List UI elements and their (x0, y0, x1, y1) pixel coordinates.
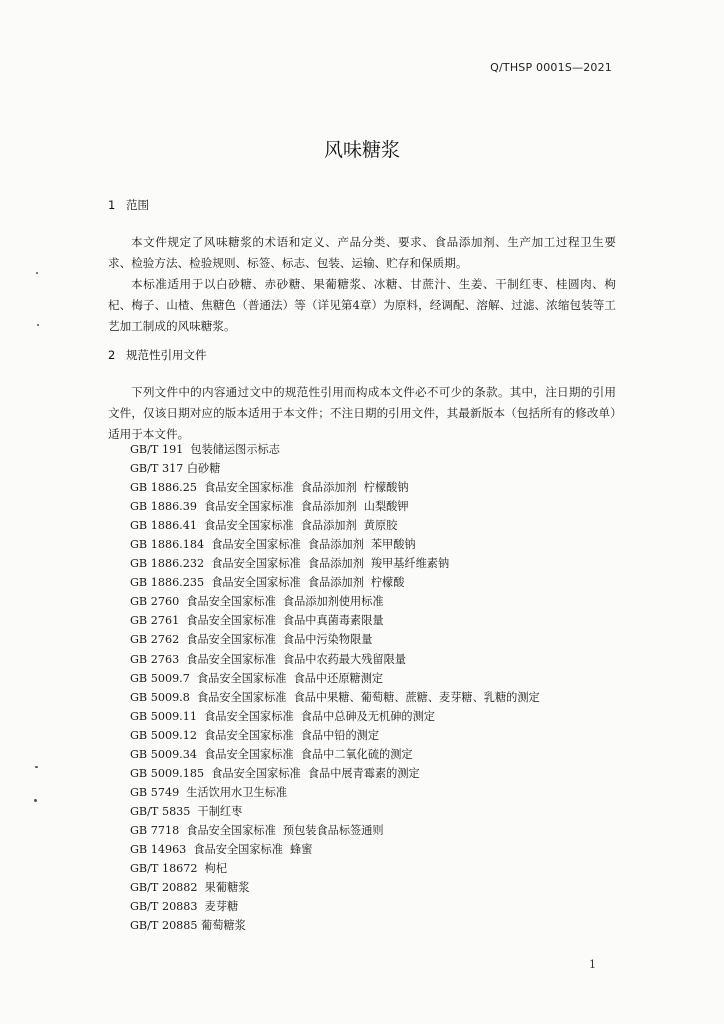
reference-item: GB/T 20885 葡萄糖浆 (130, 919, 246, 933)
reference-item: GB/T 20883 麦芽糖 (130, 900, 239, 914)
section-number: 1 (108, 198, 116, 212)
reference-item: GB 5749 生活饮用水卫生标准 (130, 785, 287, 799)
reference-item: GB/T 317 白砂糖 (130, 462, 221, 476)
reference-item: GB 14963 食品安全国家标准 蜂蜜 (130, 842, 313, 856)
reference-item: GB 7718 食品安全国家标准 预包装食品标签通则 (130, 823, 384, 837)
reference-item: GB 1886.39 食品安全国家标准 食品添加剂 山梨酸钾 (130, 500, 409, 514)
reference-item: GB 1886.235 食品安全国家标准 食品添加剂 柠檬酸 (130, 576, 405, 590)
reference-item: GB 5009.12 食品安全国家标准 食品中铅的测定 (130, 728, 380, 742)
reference-item: GB 2760 食品安全国家标准 食品添加剂使用标准 (130, 595, 384, 609)
references-intro-paragraph: 下列文件中的内容通过文中的规范性引用而构成本文件必不可少的条款。其中，注日期的引用文件，仅该日期对应的版本适用于本文件；不注日期的引用文件，其最新版本（包括所有的修改单）适用于本文件。 (108, 385, 616, 441)
reference-item: GB 5009.185 食品安全国家标准 食品中展青霉素的测定 (130, 766, 420, 780)
section-heading-scope (108, 197, 149, 213)
reference-item: GB 5009.34 食品安全国家标准 食品中二氧化硫的测定 (130, 747, 413, 761)
reference-item: GB/T 18672 枸杞 (130, 862, 228, 876)
reference-item: GB 1886.41 食品安全国家标准 食品添加剂 黄原胶 (130, 519, 398, 533)
section-number: 2 (108, 348, 116, 362)
reference-list (130, 440, 540, 935)
reference-item: GB/T 20882 果葡糖浆 (130, 881, 250, 895)
section-heading-normative-references (108, 347, 207, 363)
scope-paragraph: 本文件规定了风味糖浆的术语和定义、产品分类、要求、食品添加剂、生产加工过程卫生要求、检验方法、检验规则、标签、标志、包装、运输、贮存和保质期。 (108, 235, 616, 270)
reference-item: GB 5009.11 食品安全国家标准 食品中总砷及无机砷的测定 (130, 709, 435, 723)
reference-item: GB 1886.25 食品安全国家标准 食品添加剂 柠檬酸钠 (130, 481, 409, 495)
page-number: 1 (589, 958, 596, 971)
document-title: 风味糖浆 (323, 139, 400, 161)
scope-paragraph: 本标准适用于以白砂糖、赤砂糖、果葡糖浆、冰糖、甘蔗汁、生姜、干制红枣、桂圆肉、枸杞、梅子、山楂、焦糖色（普通法）等（详见第4章）为原料，经调配、溶解、过滤、浓缩包装等工艺加工制成的风味糖浆。 (108, 277, 616, 333)
reference-item: GB 5009.8 食品安全国家标准 食品中果糖、葡萄糖、蔗糖、麦芽糖、乳糖的测定 (130, 690, 540, 704)
standard-code: Q/THSP 0001S—2021 (490, 61, 612, 74)
section-title: 规范性引用文件 (126, 348, 207, 362)
reference-item: GB 1886.232 食品安全国家标准 食品添加剂 羧甲基纤维素钠 (130, 557, 450, 571)
scan-speck (34, 799, 37, 802)
scan-speck (35, 766, 38, 768)
scan-speck (37, 324, 39, 326)
scan-speck (36, 272, 38, 274)
reference-item: GB 2761 食品安全国家标准 食品中真菌毒素限量 (130, 614, 384, 628)
section-title: 范围 (126, 198, 149, 212)
reference-item: GB/T 191 包装储运图示标志 (130, 443, 280, 456)
reference-item: GB/T 5835 干制红枣 (130, 804, 243, 818)
reference-item: GB 2763 食品安全国家标准 食品中农药最大残留限量 (130, 652, 406, 666)
reference-item: GB 2762 食品安全国家标准 食品中污染物限量 (130, 633, 373, 647)
reference-item: GB 1886.184 食品安全国家标准 食品添加剂 苯甲酸钠 (130, 538, 416, 552)
reference-item: GB 5009.7 食品安全国家标准 食品中还原糖测定 (130, 671, 384, 685)
